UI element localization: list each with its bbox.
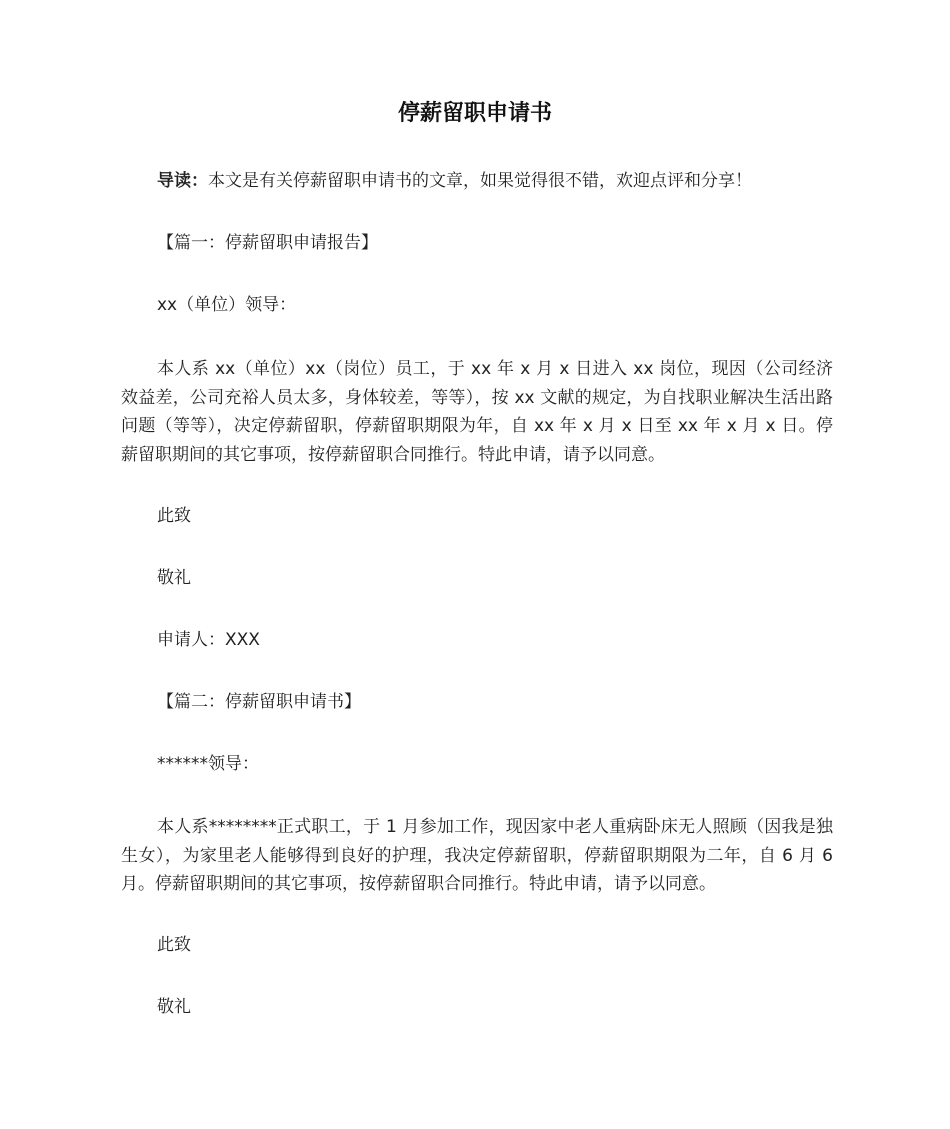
intro-line: [157, 168, 752, 194]
section1-closing-jingli: 敬礼: [157, 568, 191, 588]
section1-salutation: xx（单位）领导：: [157, 295, 297, 315]
intro-label: 导读：: [157, 171, 208, 191]
section1-applicant: 申请人：XXX: [157, 630, 260, 650]
section2-heading: 【篇二：停薪留职申请书】: [157, 692, 361, 712]
section2-closing-jingli: 敬礼: [157, 997, 191, 1017]
document-title: 停薪留职申请书: [397, 101, 552, 126]
section1-heading: 【篇一：停薪留职申请报告】: [157, 233, 378, 253]
section1-closing-cizhi: 此致: [157, 506, 191, 526]
section2-body: 本人系********正式职工，于 1 月参加工作，现因家中老人重病卧床无人照顾（因我是独生女），为家里老人能够得到良好的护理，我决定停薪留职，停薪留职期限为二年，自 6 月 6 月。停薪留职期间的其它事项，按停薪留职合同推行。特此申请，请予以同意。: [121, 817, 833, 894]
section2-closing-cizhi: 此致: [157, 935, 191, 955]
intro-text: 本文是有关停薪留职申请书的文章，如果觉得很不错，欢迎点评和分享！: [208, 171, 752, 191]
section2-salutation: ******领导：: [157, 754, 259, 774]
section1-body: 本人系 xx（单位）xx（岗位）员工，于 xx 年 x 月 x 日进入 xx 岗位，现因（公司经济效益差，公司充裕人员太多，身体较差，等等），按 xx 文献的规定，为自找职业解决生活出路问题（等等），决定停薪留职，停薪留职期限为年，自 xx 年 x 月 x 日至 xx 年 x 月 x 日。停薪留职期间的其它事项，按停薪留职合同推行。特此申请，请予以同意。: [121, 359, 833, 465]
